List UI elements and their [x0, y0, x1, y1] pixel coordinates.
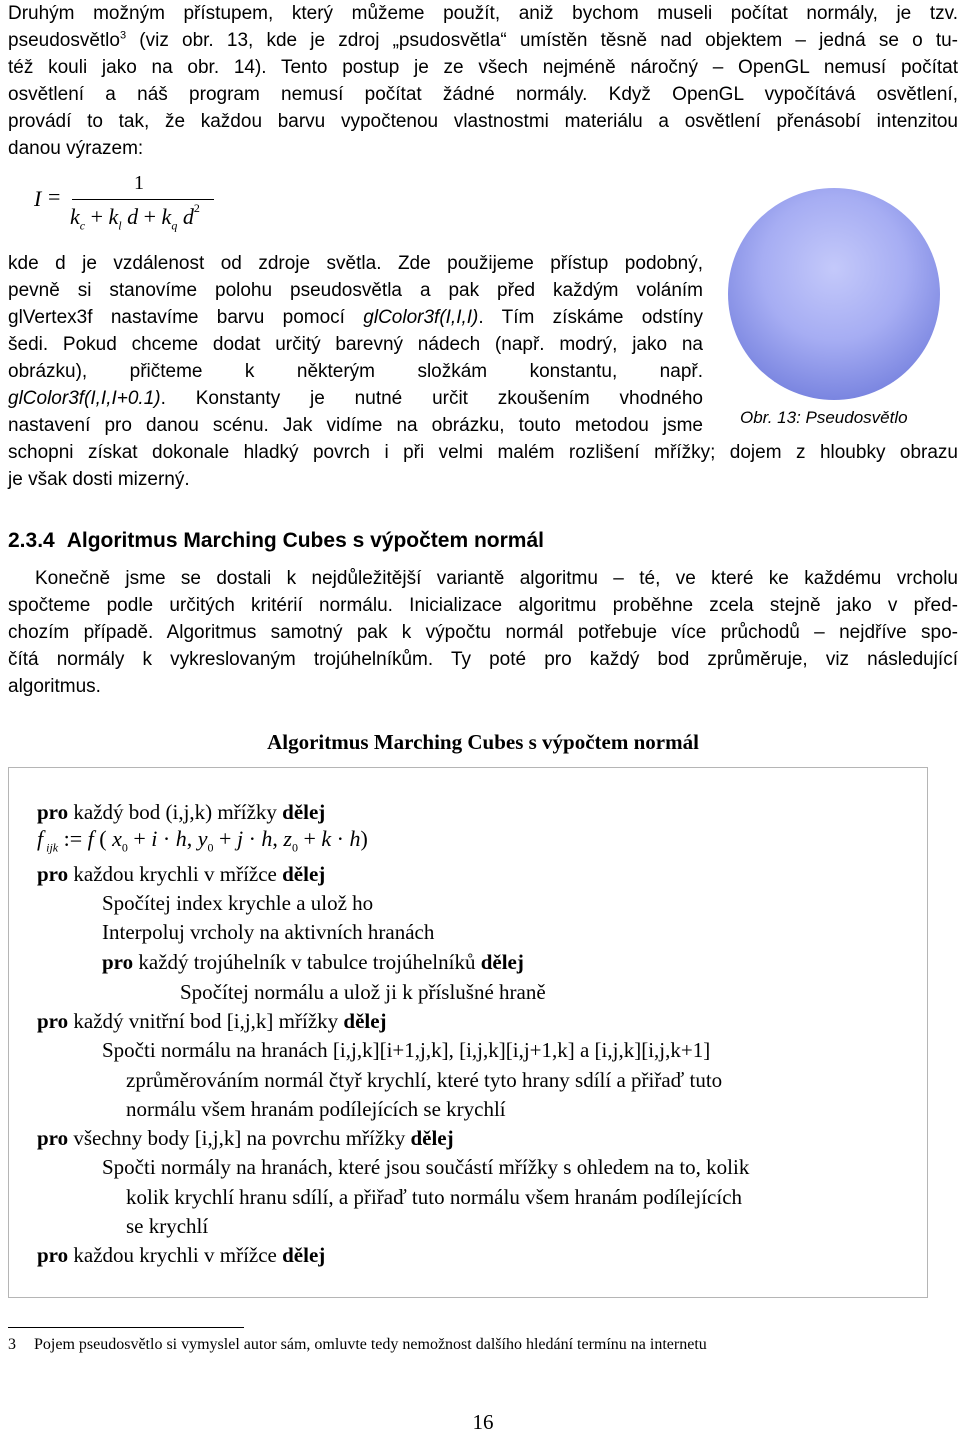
algo-line-3: pro každou krychli v mřížce dělej — [37, 862, 326, 886]
pseudolight-sphere-figure — [726, 186, 942, 402]
formula-equals: = — [48, 184, 61, 209]
middle-line-9: je však dosti mizerný. — [8, 469, 190, 490]
middle-line-1: kde d je vzdálenost od zdroje světla. Zde použijeme přístup podobný, — [8, 253, 703, 274]
algo-line-10: zprůměrováním normál čtyř krychlí, které tyto hrany sdílí a přiřaď tuto — [126, 1068, 723, 1092]
section-line-1: Konečně jsme se dostali k nejdůležitější variantě algoritmu – té, ve které ke každému vrcholu — [35, 568, 958, 589]
section-line-3: chozím případě. Algoritmus samotný pak k výpočtu normál potřebuje více průchodů – nejdříve spo- — [8, 622, 958, 643]
middle-line-3: glVertex3f nastavíme barvu pomocí glColor3f(I,I,I). Tím získáme odstíny — [8, 307, 703, 328]
figure-caption: Obr. 13: Pseudosvětlo — [740, 408, 908, 427]
middle-line-8: schopni získat dokonale hladký povrch i při velmi malém rozlišení mřížky; dojem z hloubky obrazu — [8, 442, 958, 463]
intensity-formula — [30, 170, 230, 240]
intro-line-3: též kouli jako na obr. 14). Tento postup je ze všech nejméně náročný – OpenGL nemusí počítat — [8, 57, 958, 78]
sphere-shape — [728, 188, 940, 400]
algo-line-2-formula: f $_{ijk}$ := f ( $x_0 + i \cdot h$, $y_0 + j \cdot h$, $z_0 + k \cdot h$) — [37, 826, 368, 855]
section-number: 2.3.4 — [8, 529, 55, 552]
middle-line-5: obrázku), přičteme k některým složkám konstantu, např. — [8, 361, 703, 382]
middle-line-7: nastavení pro danou scénu. Jak vidíme na obrázku, touto metodou jsme — [8, 415, 703, 436]
algo-line-1: pro každý bod (i,j,k) mřížky dělej — [37, 800, 326, 824]
fraction-bar — [72, 199, 214, 200]
intro-line-5: provádí to tak, že každou barvu vypočtenou vlastnostmi materiálu a osvětlení přenásobí intenzitou — [8, 111, 958, 132]
intro-line-6: danou výrazem: — [8, 138, 144, 159]
algorithm-title: Algoritmus Marching Cubes s výpočtem normál — [267, 730, 699, 754]
section-line-5: algoritmus. — [8, 676, 101, 697]
footnote-rule — [8, 1327, 244, 1328]
footnote — [8, 1336, 707, 1354]
algo-line-9: Spočti normálu na hranách [i,j,k][i+1,j,k], [i,j,k][i,j+1,k] a [i,j,k][i,j,k+1] — [102, 1038, 711, 1062]
page-number: 16 — [472, 1410, 494, 1434]
intro-line-2: pseudosvětlo$^3$ (viz obr. 13, kde je zdroj „psudosvětla“ umístěn těsně nad objektem – jedná se o tu- — [8, 29, 958, 51]
middle-line-6: glColor3f(I,I,I+0.1). Konstanty je nutné určit zkoušením vhodného — [8, 388, 703, 409]
algo-line-4: Spočítej index krychle a ulož ho — [102, 891, 374, 915]
middle-line-2: pevně si stanovíme polohu pseudosvětla a pak před každým voláním — [8, 280, 703, 301]
middle-paragraph-continued — [8, 439, 958, 493]
section-paragraph — [8, 565, 958, 700]
footnote-text: Pojem pseudosvětlo si vymyslel autor sám, omluvte tedy nemožnost dalšího hledání termínu na internetu — [34, 1336, 707, 1353]
algo-line-16: pro každou krychli v mřížce dělej — [37, 1243, 326, 1267]
algo-line-6: pro každý trojúhelník v tabulce trojúhelníků dělej — [102, 950, 524, 974]
intro-line-4: osvětlení a náš program nemusí počítat žádné normály. Když OpenGL vypočítává osvětlení, — [8, 84, 958, 105]
algo-line-8: pro každý vnitřní bod [i,j,k] mřížky dělej — [37, 1009, 387, 1033]
intro-paragraph — [8, 0, 958, 162]
section-title: Algoritmus Marching Cubes s výpočtem normál — [66, 529, 544, 552]
middle-line-4: šedi. Pokud chceme dodat určitý barevný nádech (např. modrý, jako na — [8, 334, 703, 355]
algo-line-12: pro všechny body [i,j,k] na povrchu mřížky dělej — [37, 1126, 454, 1150]
formula-lhs: I — [34, 186, 42, 211]
formula-numerator: 1 — [134, 172, 144, 194]
algo-line-15: se krychlí — [126, 1214, 209, 1238]
middle-paragraph — [8, 250, 703, 439]
section-line-4: čítá normály k vykreslovaným trojúhelníkům. Ty poté pro každý bod zprůměruje, viz následující — [8, 649, 958, 670]
algo-line-13: Spočti normály na hranách, které jsou součástí mřížky s ohledem na to, kolik — [102, 1155, 750, 1179]
algo-line-5: Interpoluj vrcholy na aktivních hranách — [102, 920, 435, 944]
section-heading — [8, 529, 556, 553]
algo-line-7: Spočítej normálu a ulož ji k příslušné hraně — [180, 980, 546, 1004]
intro-line-1: Druhým možným přístupem, který můžeme použít, aniž bychom museli počítat normály, je tzv. — [8, 3, 958, 24]
footnote-number: 3 — [8, 1336, 16, 1353]
formula-denominator: $k_c + k_l$ $d + k_q$ $d^2$ — [70, 200, 200, 233]
algo-line-11: normálu všem hranám podílejících se krychlí — [126, 1097, 506, 1121]
footnote-ref: 3 — [119, 29, 127, 42]
section-line-2: spočteme podle určitých kritérií normálu. Inicializace algoritmu proběhne zcela stejně jako v před- — [8, 595, 958, 616]
algo-line-14: kolik krychlí hranu sdílí, a přiřaď tuto normálu všem hranám podílejících — [126, 1185, 743, 1209]
